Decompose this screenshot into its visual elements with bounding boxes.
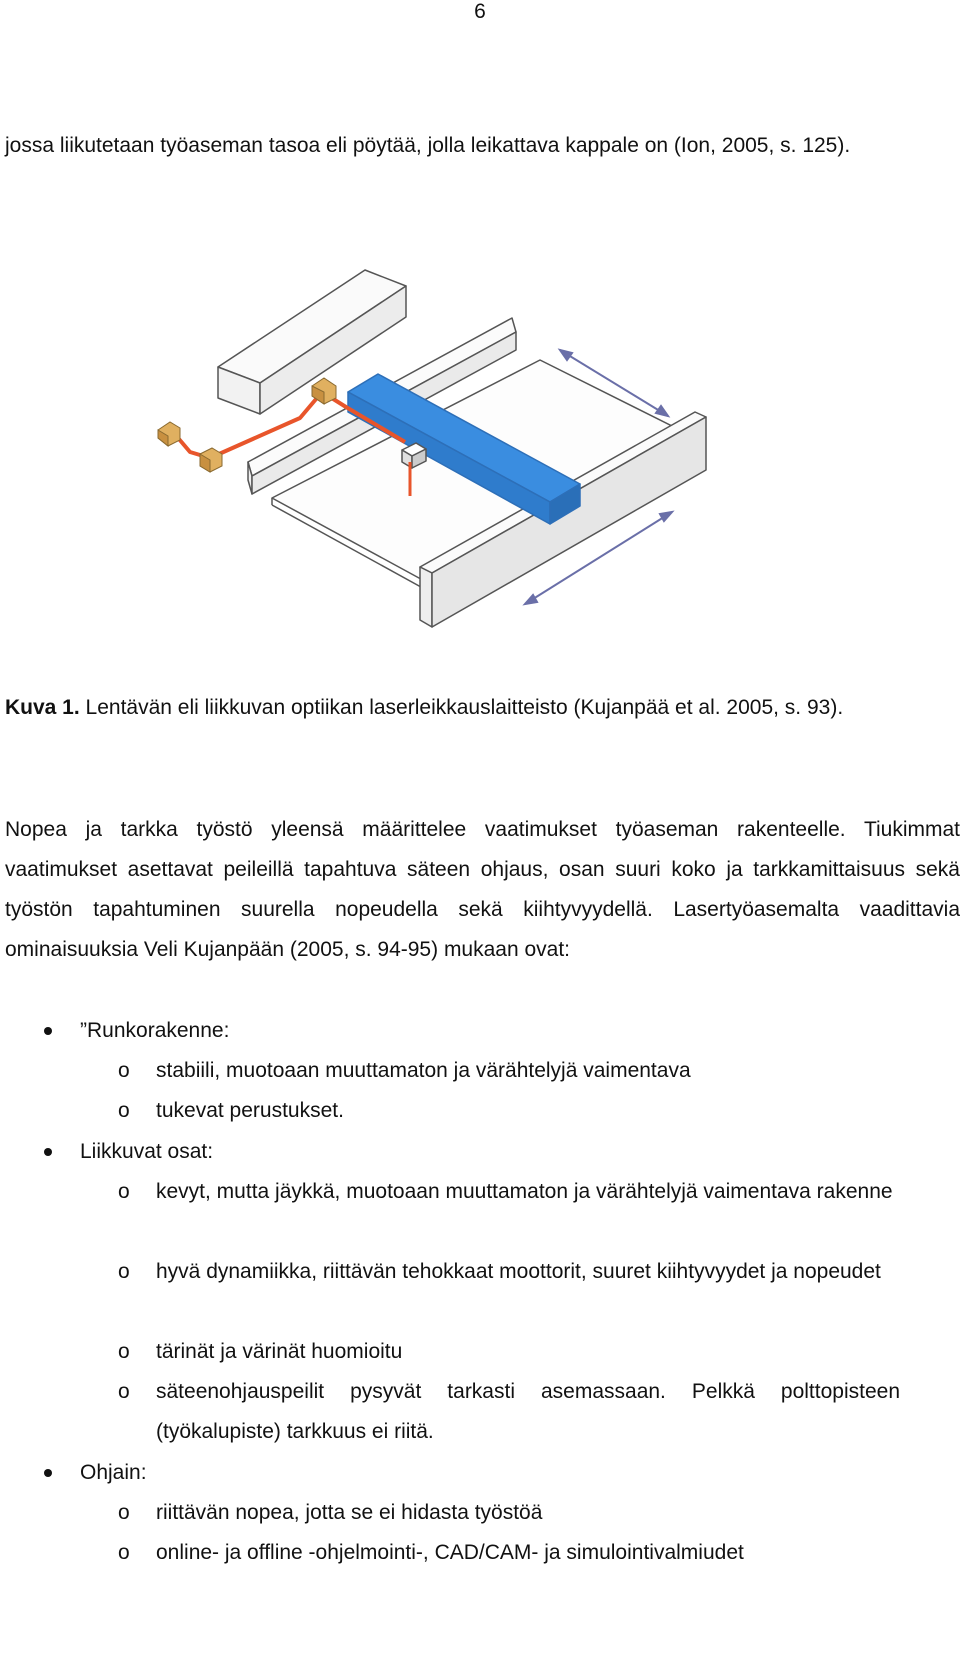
list-item: säteenohjauspeilit pysyvät tarkasti asemassaan. Pelkkä polttopisteen (työkalupiste) tarkkuus ei riitä. bbox=[156, 1380, 900, 1443]
figure-caption bbox=[5, 688, 960, 728]
sub-marker: o bbox=[118, 1541, 130, 1564]
laser-station-figure bbox=[140, 262, 780, 632]
page-number: 6 bbox=[474, 0, 486, 23]
sub-marker: o bbox=[118, 1059, 130, 1082]
list-item: kevyt, mutta jäykkä, muotoaan muuttamaton ja värähtelyjä vaimentava rakenne bbox=[156, 1180, 893, 1203]
bullet-marker bbox=[44, 1469, 52, 1477]
list-item: riittävän nopea, jotta se ei hidasta työstöä bbox=[156, 1501, 543, 1524]
body-paragraph: Nopea ja tarkka työstö yleensä määrittelee vaatimukset työaseman rakenteelle. Tiukimmat vaatimukset asettavat peileillä tapahtuva säteen ohjaus, osan suuri koko ja tarkkamittaisuus sekä työstön tapahtuminen suurella nopeudella sekä kiihtyvyydellä. Lasertyöasemalta vaadittavia ominaisuuksia Veli Kujanpään (2005, s. 94-95) mukaan ovat: bbox=[5, 818, 960, 961]
mirror-left bbox=[158, 422, 180, 446]
laser-station-illustration bbox=[140, 262, 780, 632]
mirror-bottom bbox=[200, 448, 222, 472]
bullet-marker bbox=[44, 1148, 52, 1156]
list-group-label: ”Runkorakenne: bbox=[80, 1019, 230, 1042]
sub-marker: o bbox=[118, 1380, 130, 1403]
list-item: stabiili, muotoaan muuttamaton ja värähtelyjä vaimentava bbox=[156, 1059, 691, 1082]
list-group-label: Ohjain: bbox=[80, 1461, 147, 1484]
sub-marker: o bbox=[118, 1340, 130, 1363]
bullet-marker bbox=[44, 1027, 52, 1035]
caption-text: Lentävän eli liikkuvan optiikan laserleikkauslaitteisto (Kujanpää et al. 2005, s. 93). bbox=[79, 696, 844, 719]
list-group-label: Liikkuvat osat: bbox=[80, 1140, 214, 1163]
list-item: hyvä dynamiikka, riittävän tehokkaat moottorit, suuret kiihtyvyydet ja nopeudet bbox=[156, 1260, 881, 1283]
caption-label: Kuva 1. bbox=[5, 696, 80, 719]
list-item: tukevat perustukset. bbox=[156, 1099, 344, 1122]
sub-marker: o bbox=[118, 1501, 130, 1524]
list-item: tärinät ja värinät huomioitu bbox=[156, 1340, 403, 1363]
intro-paragraph: jossa liikutetaan työaseman tasoa eli pöytää, jolla leikattava kappale on (Ion, 2005, s. 125). bbox=[5, 134, 851, 157]
sub-marker: o bbox=[118, 1180, 130, 1203]
sub-marker: o bbox=[118, 1099, 130, 1122]
list-item: online- ja offline -ohjelmointi-, CAD/CAM- ja simulointivalmiudet bbox=[156, 1541, 744, 1564]
sub-marker: o bbox=[118, 1260, 130, 1283]
